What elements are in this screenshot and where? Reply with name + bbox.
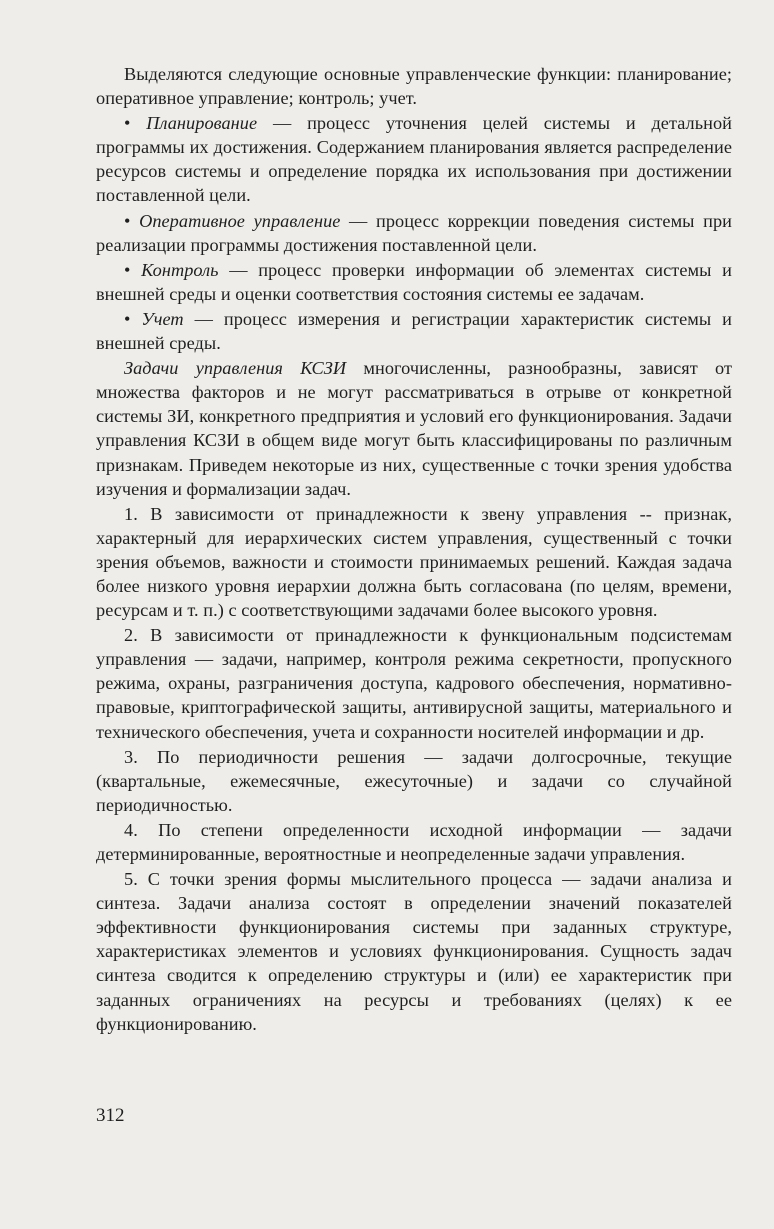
paragraph-control: • Контроль — процесс проверки информации об элементах системы и внешней среды и оценки соответствия состояния системы ее задачам. bbox=[96, 259, 732, 304]
term-control: Контроль bbox=[141, 259, 219, 280]
paragraph-item-4: 4. По степени определенности исходной информации — задачи детерминированные, вероятностные и неопределенные задачи управления. bbox=[96, 819, 732, 864]
paragraph-accounting: • Учет — процесс измерения и регистрации характеристик системы и внешней среды. bbox=[96, 308, 732, 354]
paragraph-operational: • Оперативное управление — процесс коррекции поведения системы при реализации программы достижения поставленной цели. bbox=[96, 210, 732, 255]
paragraph-item-3: 3. По периодичности решения — задачи долгосрочные, текущие (квартальные, ежемесячные, ежесуточные) и задачи со случайной периодичностью. bbox=[96, 746, 732, 815]
paragraph-intro: Выделяются следующие основные управленческие функции: планирование; оперативное управление; контроль; учет. bbox=[96, 64, 732, 109]
term-tasks: Задачи управления КСЗИ bbox=[124, 358, 347, 379]
page-text bbox=[96, 62, 732, 1036]
paragraph-item-5: 5. С точки зрения формы мыслительного процесса — задачи анализа и синтеза. Задачи анализа состоят в определении значений показателей эффективности функционирования системы при заданных структуре, характеристиках элементов и условиях функционирования. Сущность задач синтеза сводится к определению структуры и (или) ее характеристик при заданных ограничениях на ресурсы и требованиях (целях) к ее функционированию. bbox=[96, 869, 732, 1034]
page-number: 312 bbox=[96, 1105, 125, 1126]
paragraph-item-2: 2. В зависимости от принадлежности к функциональным подсистемам управления — задачи, например, контроля режима секретности, пропускного режима, охраны, разграничения доступа, кадрового обеспечения, нормативно-правовые, криптографической защиты, антивирусной защиты, материального и технического обеспечения, учета и сохранности носителей информации и др. bbox=[96, 625, 732, 742]
paragraph-tasks: Задачи управления КСЗИ многочисленны, разнообразны, зависят от множества факторов и не могут рассматриваться в отрыве от конкретной системы ЗИ, конкретного предприятия и условий его функционирования. Задачи управления КСЗИ в общем виде могут быть классифицированы по различным признакам. Приведем некоторые из них, существенные с точки зрения удобства изучения и формализации задач. bbox=[96, 358, 732, 499]
term-accounting: Учет bbox=[141, 308, 184, 329]
term-planning: Планирование bbox=[146, 113, 258, 134]
term-operational: Оперативное управление bbox=[139, 210, 341, 231]
paragraph-item-1: 1. В зависимости от принадлежности к звену управления -- признак, характерный для иерархических систем управления, существенный с точки зрения объемов, важности и стоимости принимаемых решений. Каждая задача более низкого уровня иерархии должна быть согласована (по целям, времени, ресурсам и т. п.) с соответствующими задачами более высокого уровня. bbox=[96, 503, 732, 621]
paragraph-planning: • Планирование — процесс уточнения целей системы и детальной программы их достижения. Содержанием планирования является распределение ресурсов системы и определение порядка их использования при достижении поставленной цели. bbox=[96, 113, 732, 206]
